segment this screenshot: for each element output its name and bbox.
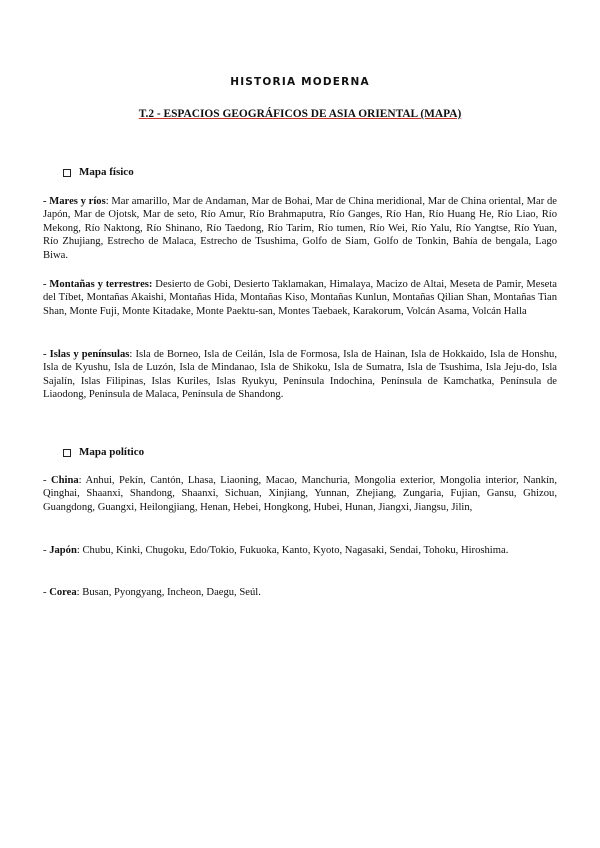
political-map-heading	[63, 446, 144, 459]
korea-paragraph	[43, 586, 557, 599]
china-label: China	[50, 475, 79, 486]
japan-label: Japón	[49, 545, 77, 556]
seas-rivers-list: : Mar amarillo, Mar de Andaman, Mar de Bohai, Mar de China meridional, Mar de China oriental, Mar de Japón, Mar de Ojotsk, Mar de seto, Río Amur, Río Brahmaputra, Río Ganges, Río Han, Río Huang He, Río Liao, Río Mekong, Río Naktong, Río Shinano, Río Taedong, Río Tarim, Río tumen, Río Wei, Río Yalu, Río Yangtse, Río Yuan, Río Zhujiang, Estrecho de Malaca, Estrecho de Tsushima, Golfo de Siam, Golfo de Tonkin, Bahía de bengala, Lago Biwa.	[43, 196, 558, 261]
japan-list: : Chubu, Kinki, Chugoku, Edo/Tokio, Fukuoka, Kanto, Kyoto, Nagasaki, Sendai, Tohoku, Hiroshima.	[76, 545, 509, 556]
mountains-label: - Montañas y terrestres:	[43, 279, 153, 290]
china-list: : Anhui, Pekín, Cantón, Lhasa, Liaoning, Macao, Manchuria, Mongolia exterior, Mongolia interior, Nankín, Qinghai, Shaanxi, Shandong, Shaanxi, Sichuan, Xinjiang, Yunnan, Zhejiang, Zungaria, Fujian, Gansu, Ghizou, Guangdong, Guangxi, Heilongjiang, Henan, Hebei, Hongkong, Hubei, Hunan, Jiangxi, Jiangsu, Jilin,	[43, 475, 557, 513]
political-map-heading-text: Mapa político	[79, 446, 145, 458]
seas-rivers-paragraph	[43, 195, 557, 262]
islands-list: : Isla de Borneo, Isla de Ceilán, Isla de Formosa, Isla de Hainan, Isla de Hokkaido, Isla de Honshu, Isla de Kyushu, Isla de Luzón, Isla de Mindanao, Isla de Shikoku, Isla de Sumatra, Isla de Tsushima, Isla Jeju-do, Isla Sajalín, Islas Filipinas, Islas Kuriles, Islas Ryukyu, Península Indochina, Península de Kamchatka, Península de Liaodong, Península de Malaca, Península de Shandong.	[43, 349, 557, 401]
korea-list: : Busan, Pyongyang, Incheon, Daegu, Seúl.	[76, 587, 261, 598]
china-paragraph	[43, 474, 557, 514]
japan-prefix: -	[43, 545, 50, 556]
course-title: HISTORIA MODERNA	[230, 76, 370, 88]
mountains-list: Desierto de Gobi, Desierto Taklamakan, Himalaya, Macizo de Altai, Meseta de Pamir, Meseta del Tíbet, Montañas Akaishi, Montañas Hida, Montañas Kiso, Montañas Kunlun, Montañas Qilian Shan, Montañas Tian Shan, Monte Fuji, Monte Kitadake, Monte Paektu-san, Montes Taebaek, Karakorum, Volcán Asama, Volcán Halla	[43, 279, 557, 317]
checkbox-icon	[63, 449, 71, 457]
topic-title	[0, 108, 600, 121]
checkbox-icon	[63, 169, 71, 177]
korea-prefix: -	[43, 587, 50, 598]
physical-map-heading-text: Mapa físico	[79, 166, 134, 178]
japan-paragraph	[43, 544, 557, 557]
physical-map-heading	[63, 166, 134, 179]
mountains-paragraph	[43, 278, 557, 318]
topic-title-text: T.2 - ESPACIOS GEOGRÁFICOS DE ASIA ORIENTAL (MAPA)	[138, 108, 462, 120]
china-prefix: -	[43, 475, 51, 486]
islands-paragraph	[43, 348, 557, 402]
korea-label: Corea	[49, 587, 77, 598]
islands-label: - Islas y penínsulas	[43, 349, 130, 360]
seas-rivers-label: - Mares y ríos	[43, 196, 106, 207]
